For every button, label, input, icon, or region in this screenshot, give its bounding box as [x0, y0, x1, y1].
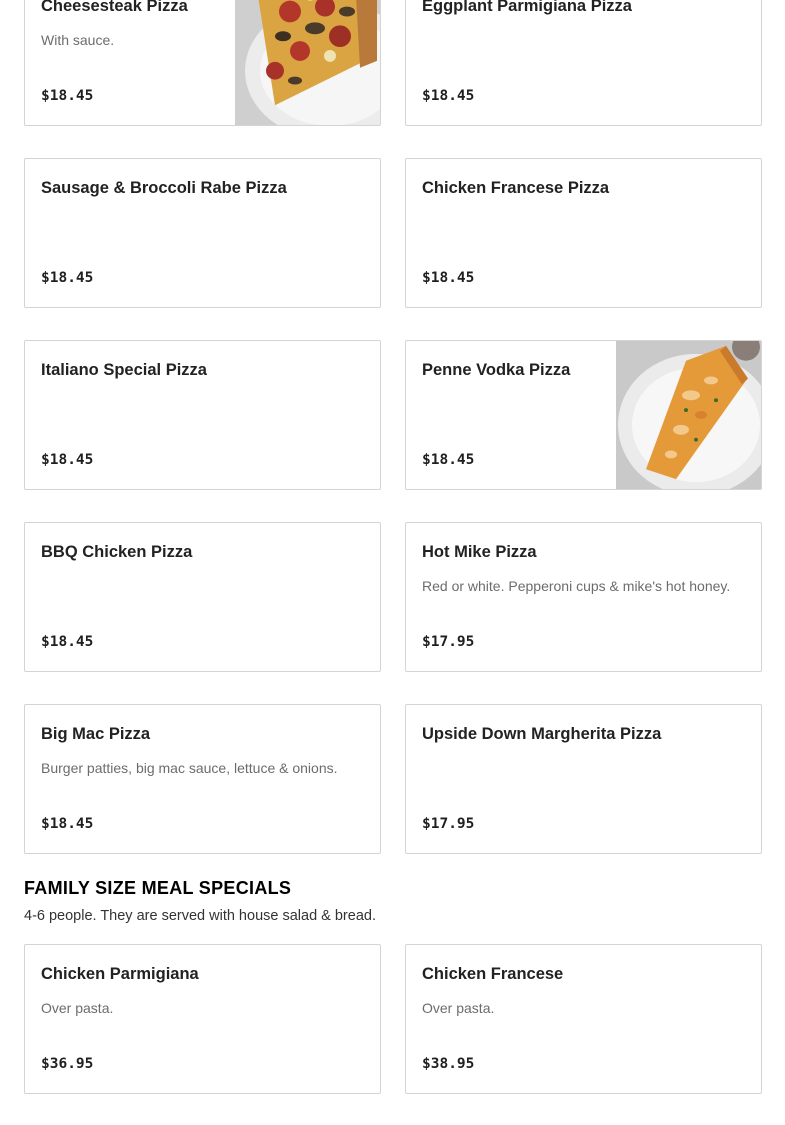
item-price: $18.45	[41, 88, 94, 104]
item-description: With sauce.	[41, 32, 115, 48]
item-name: Eggplant Parmigiana Pizza	[422, 0, 632, 15]
item-price: $18.45	[422, 452, 475, 468]
item-name: Hot Mike Pizza	[422, 543, 537, 561]
menu-item-card[interactable]	[405, 522, 762, 672]
item-name: Chicken Parmigiana	[41, 965, 199, 983]
item-price: $18.45	[41, 270, 94, 286]
menu-item-card[interactable]	[24, 158, 381, 308]
penne-vodka-pizza-photo	[616, 341, 761, 489]
item-price: $18.45	[422, 88, 475, 104]
item-name: Chicken Francese	[422, 965, 564, 983]
item-price: $18.45	[41, 816, 94, 832]
item-price: $36.95	[41, 1056, 94, 1072]
item-description: Over pasta.	[422, 1000, 495, 1016]
menu-item-card[interactable]	[24, 944, 381, 1094]
menu-item-card[interactable]	[405, 0, 762, 126]
item-name: Italiano Special Pizza	[41, 361, 207, 379]
cheesesteak-pizza-photo	[235, 0, 380, 125]
menu-item-card[interactable]	[405, 340, 762, 490]
section-title: FAMILY SIZE MEAL SPECIALS	[24, 878, 292, 898]
menu-item-card[interactable]	[24, 522, 381, 672]
item-name: BBQ Chicken Pizza	[41, 543, 193, 561]
item-description: Red or white. Pepperoni cups & mike's hot honey.	[422, 578, 731, 594]
item-name: Big Mac Pizza	[41, 725, 151, 743]
item-price: $18.45	[422, 270, 475, 286]
menu-item-card[interactable]	[405, 158, 762, 308]
item-price: $17.95	[422, 634, 475, 650]
menu-item-card[interactable]	[24, 0, 381, 126]
item-name: Upside Down Margherita Pizza	[422, 725, 662, 743]
item-name: Chicken Francese Pizza	[422, 179, 610, 197]
item-price: $17.95	[422, 816, 475, 832]
item-description: Burger patties, big mac sauce, lettuce & onions.	[41, 760, 338, 776]
item-name: Sausage & Broccoli Rabe Pizza	[41, 179, 287, 197]
item-price: $38.95	[422, 1056, 475, 1072]
menu-item-card[interactable]	[405, 704, 762, 854]
item-price: $18.45	[41, 452, 94, 468]
item-price: $18.45	[41, 634, 94, 650]
section-subtitle: 4-6 people. They are served with house salad & bread.	[24, 908, 376, 924]
item-name: Cheesesteak Pizza	[41, 0, 188, 15]
menu-item-card[interactable]	[405, 944, 762, 1094]
menu-item-card[interactable]	[24, 704, 381, 854]
item-name: Penne Vodka Pizza	[422, 361, 571, 379]
item-description: Over pasta.	[41, 1000, 114, 1016]
menu-item-card[interactable]	[24, 340, 381, 490]
